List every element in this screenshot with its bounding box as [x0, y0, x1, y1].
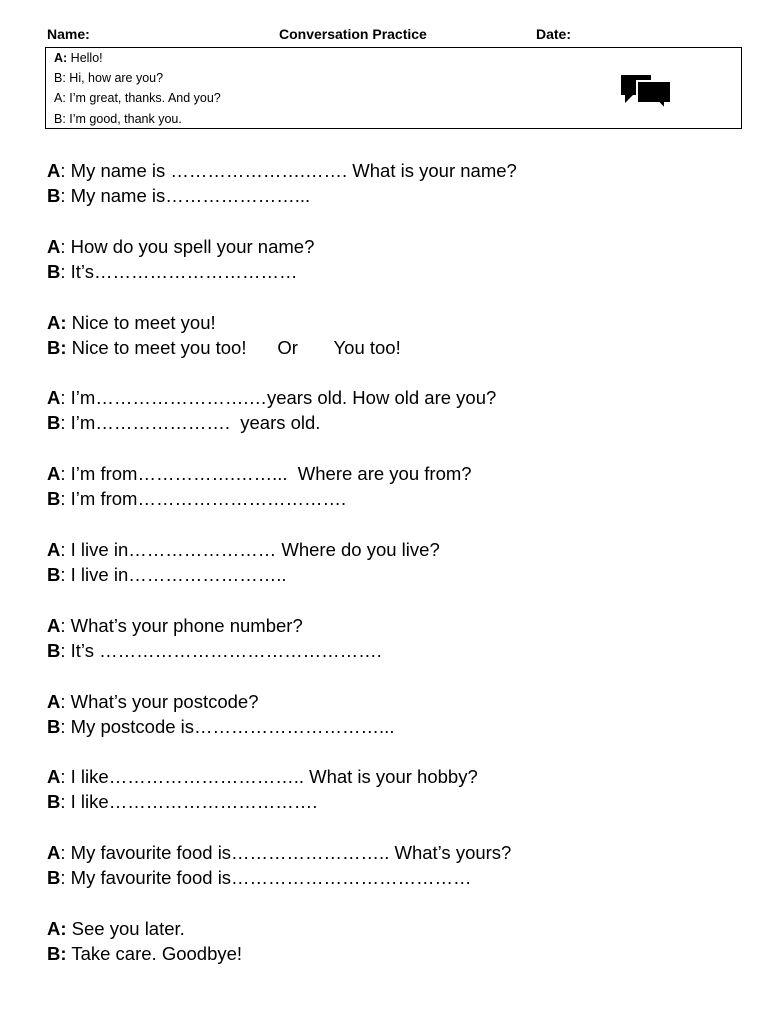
greeting-text: I’m great, thanks. And you? [65, 91, 221, 105]
line-text: Nice to meet you! [66, 311, 216, 333]
line-text: : My favourite food is…………………….. What’s yours? [60, 842, 512, 864]
line-text: : My postcode is…………………………... [60, 715, 395, 737]
date-label: Date: [536, 26, 572, 42]
line-a [47, 764, 747, 789]
speaker-b: B [47, 412, 61, 434]
speaker-b: B [47, 791, 61, 813]
speaker-b: B: [47, 336, 67, 358]
speaker-b: B [47, 185, 61, 206]
dialog-exchange [47, 613, 747, 689]
page-title: Conversation Practice [279, 26, 427, 42]
dialog-exchange [47, 461, 747, 537]
greeting-line [54, 70, 163, 86]
line-a [47, 916, 747, 941]
dialog-exchange [47, 764, 747, 840]
dialog-exchange [47, 310, 747, 386]
greeting-box [45, 47, 742, 129]
line-a [47, 310, 747, 335]
line-b [47, 335, 747, 360]
dialog-exchange [47, 234, 747, 310]
line-b [47, 259, 747, 284]
line-text: Take care. Goodbye! [66, 942, 243, 964]
speaker-a: A [47, 235, 61, 257]
dialog-exchange [47, 689, 747, 765]
line-text: : I live in…………………… Where do you live? [60, 538, 440, 560]
greeting-text: Hi, how are you? [65, 71, 164, 85]
line-text: : What’s your phone number? [60, 614, 303, 636]
speaker-a: A [47, 538, 61, 560]
line-text: : I like………………………….. What is your hobby? [60, 766, 478, 788]
line-a [47, 689, 747, 714]
speaker-a: A [47, 160, 61, 181]
dialog-exchange [47, 158, 747, 234]
line-text: : It’s ………………………………………. [60, 639, 382, 661]
greeting-speaker: B: [54, 71, 66, 85]
greeting-text: I’m good, thank you. [65, 112, 182, 126]
line-a [47, 385, 747, 410]
line-text: : I’m from…………….……... Where are you from? [60, 463, 472, 485]
line-b [47, 789, 747, 814]
greeting-speaker: A: [54, 51, 68, 65]
line-a [47, 158, 747, 183]
line-a [47, 461, 747, 486]
speaker-b: B [47, 563, 61, 585]
speaker-b: B [47, 867, 61, 889]
worksheet-header [0, 26, 768, 46]
greeting-line [54, 50, 103, 66]
speaker-a: A [47, 463, 61, 485]
dialog-exchange [47, 840, 747, 916]
line-text: : I’m from……………………………. [60, 488, 347, 510]
line-text: : My name is…………………... [60, 185, 311, 206]
speaker-a: A: [47, 917, 67, 939]
line-text: : I like……………………………. [60, 791, 318, 813]
speaker-b: B [47, 715, 61, 737]
line-text: : How do you spell your name? [60, 235, 315, 257]
greeting-line [54, 111, 182, 127]
speaker-b: B [47, 260, 61, 282]
dialog-exchange [47, 385, 747, 461]
line-b [47, 941, 747, 966]
speaker-a: A [47, 766, 61, 788]
dialog-exchange [47, 916, 747, 992]
line-text: : I’m…………………. years old. [60, 412, 321, 434]
line-a [47, 234, 747, 259]
line-b [47, 865, 747, 890]
line-text: Nice to meet you too! Or You too! [66, 336, 401, 358]
line-a [47, 613, 747, 638]
greeting-speaker: B: [54, 112, 66, 126]
line-b [47, 562, 747, 587]
speaker-a: A [47, 690, 61, 712]
greeting-speaker: A: [54, 91, 66, 105]
line-text: : I’m…………………….…years old. How old are you? [60, 387, 497, 409]
speaker-b: B [47, 488, 61, 510]
line-text: : My favourite food is………………………………… [60, 867, 472, 889]
speaker-a: A [47, 387, 61, 409]
line-text: : I live in…………………….. [60, 563, 287, 585]
line-text: : It’s…………………………… [60, 260, 298, 282]
line-b [47, 410, 747, 435]
speaker-b: B [47, 639, 61, 661]
name-label: Name: [47, 26, 90, 42]
greeting-line [54, 90, 221, 106]
speaker-a: A [47, 842, 61, 864]
speaker-a: A: [47, 311, 67, 333]
line-a [47, 840, 747, 865]
speaker-a: A [47, 614, 61, 636]
dialog-exchange [47, 537, 747, 613]
line-b [47, 183, 747, 208]
line-b [47, 486, 747, 511]
speech-bubbles-icon [619, 73, 673, 109]
line-text: : What’s your postcode? [60, 690, 259, 712]
line-text: See you later. [66, 917, 185, 939]
speaker-b: B: [47, 942, 67, 964]
line-b [47, 714, 747, 739]
line-a [47, 537, 747, 562]
greeting-text: Hello! [67, 51, 103, 65]
line-text: : My name is ………………….……. What is your name? [60, 160, 517, 181]
line-b [47, 638, 747, 663]
dialog-list [47, 158, 747, 992]
